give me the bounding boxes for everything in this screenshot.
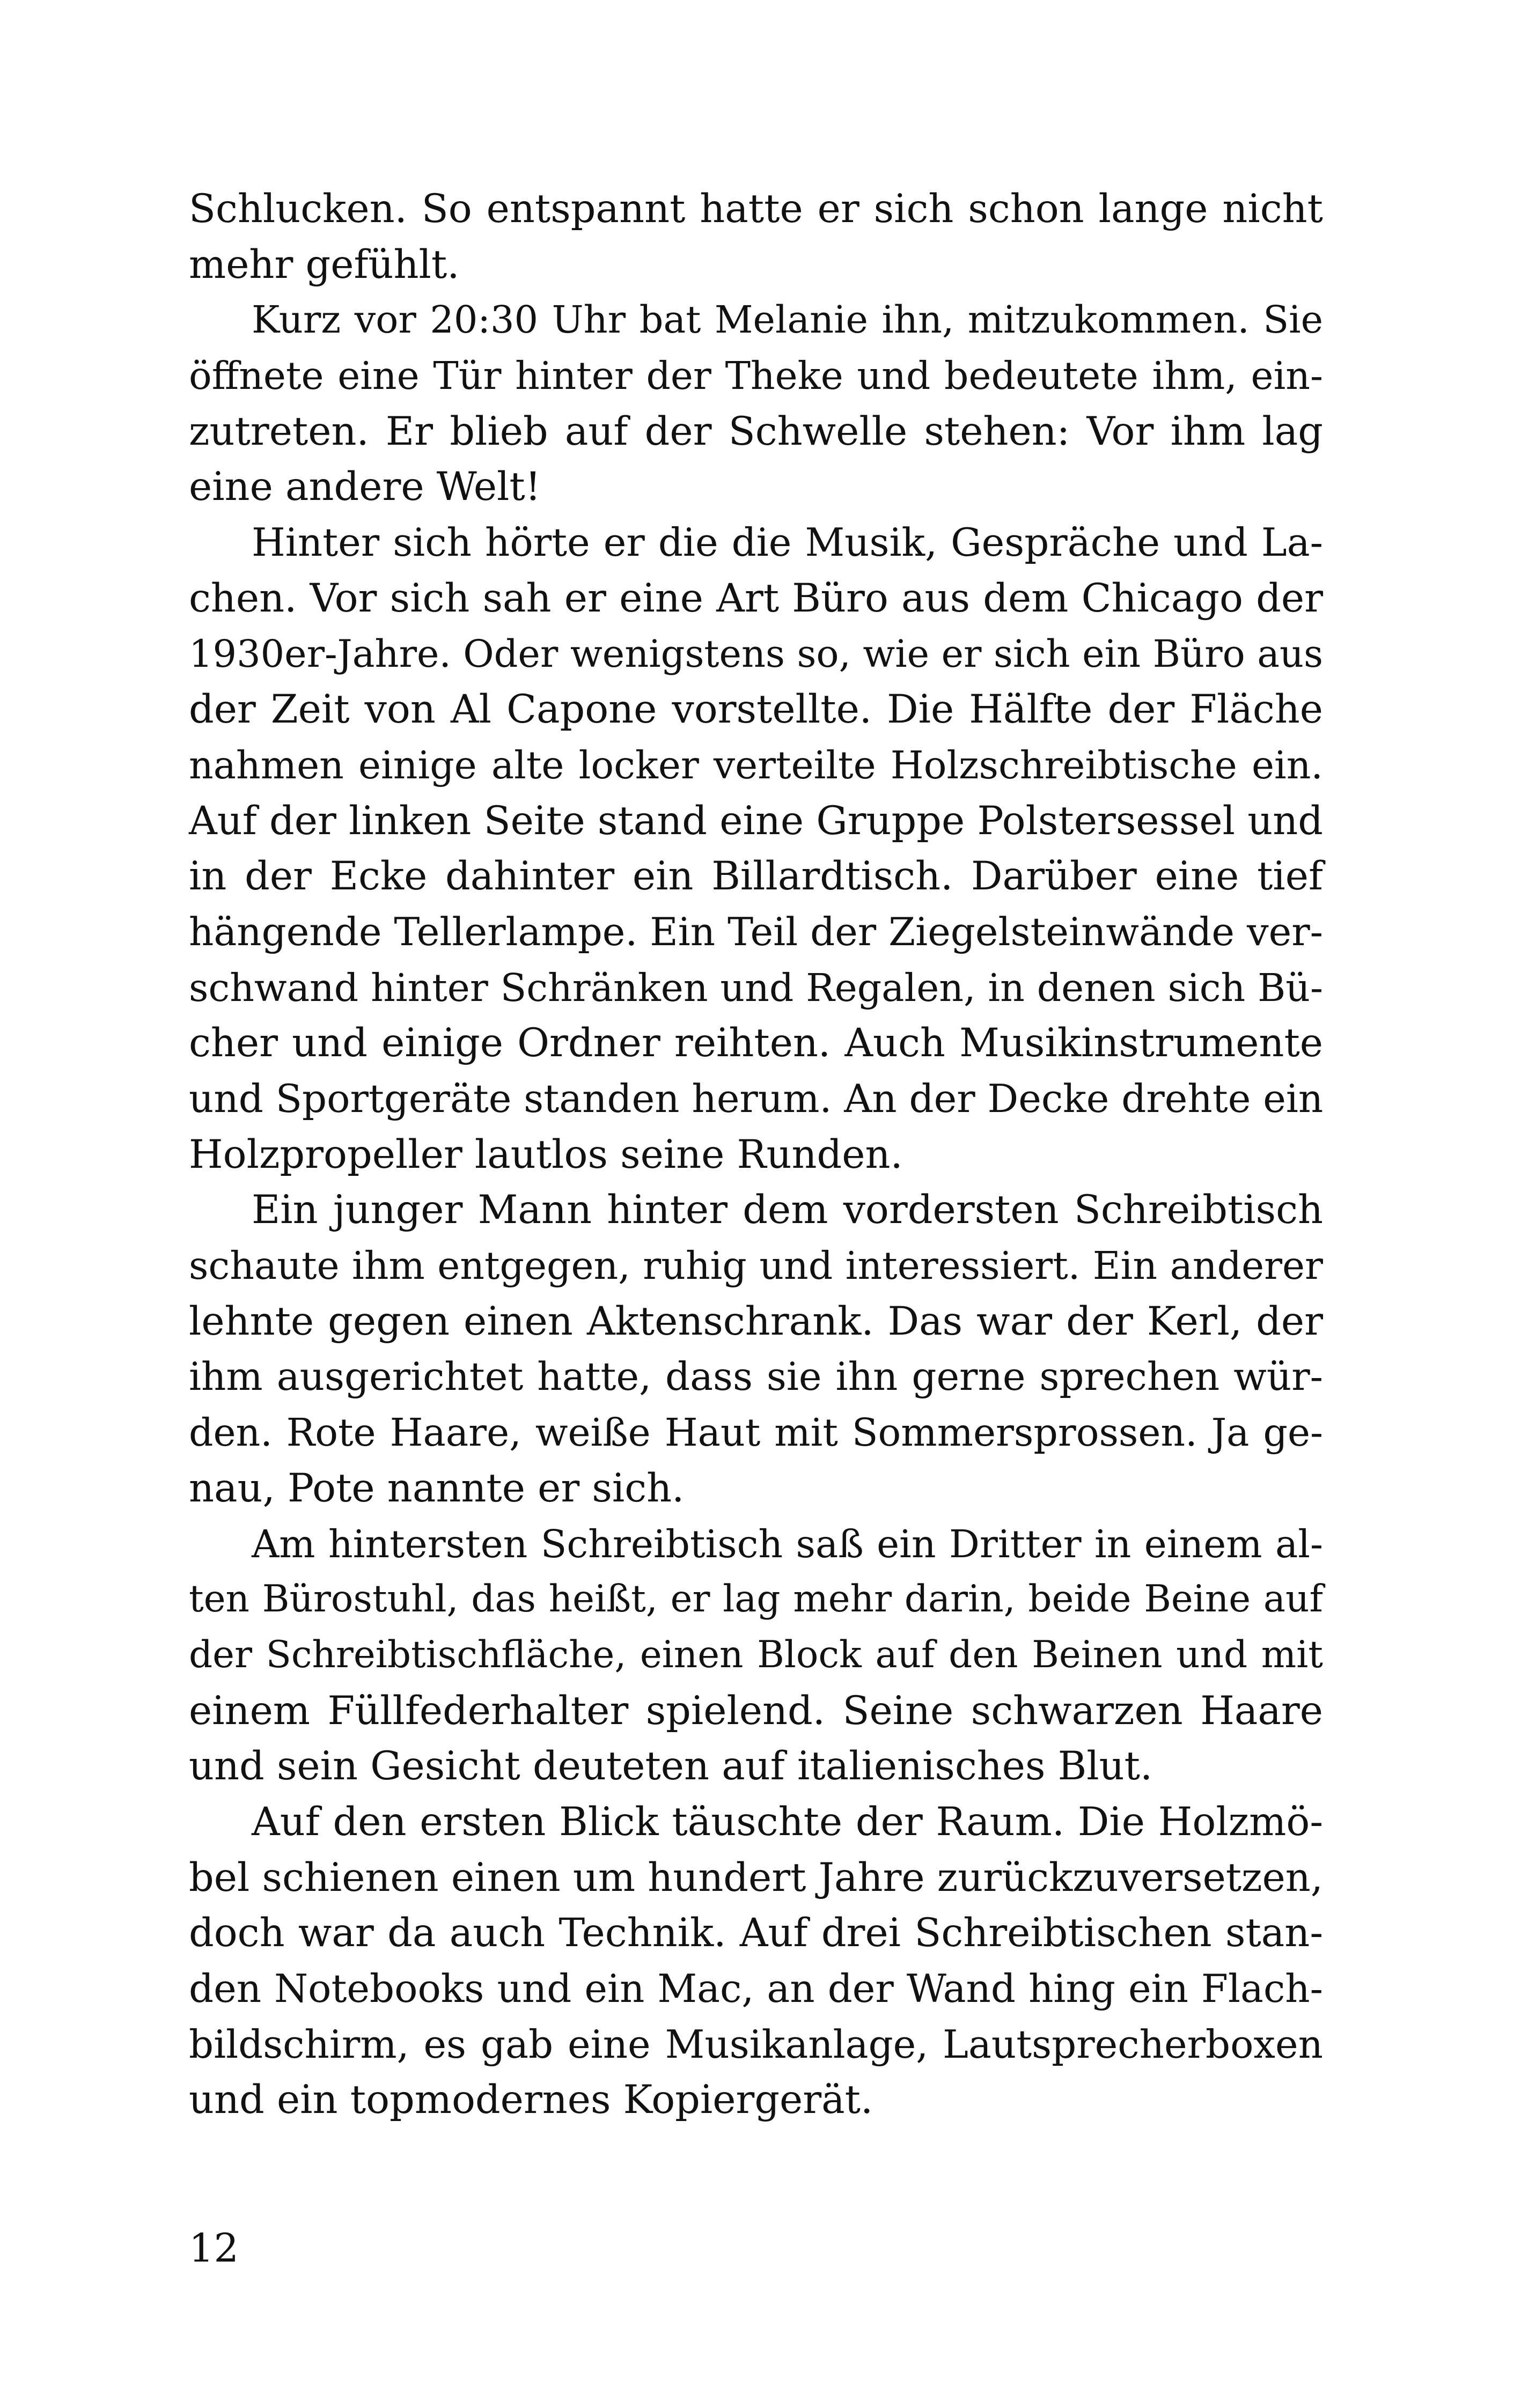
text-line: schwand hinter Schränken und Regalen, in denen sich Bü-	[189, 965, 1323, 1010]
text-line: Hinter sich hörte er die die Musik, Gespräche und La-	[252, 520, 1323, 565]
text-line: den. Rote Haare, weiße Haut mit Sommersprossen. Ja ge-	[189, 1410, 1323, 1455]
text-line: öffnete eine Tür hinter der Theke und bedeutete ihm, ein-	[189, 354, 1323, 399]
page-number: 12	[189, 2226, 239, 2271]
text-line: cher und einige Ordner reihten. Auch Musikinstrumente	[189, 1020, 1323, 1066]
text-line: in der Ecke dahinter ein Billardtisch. Darüber eine tief	[189, 853, 1323, 900]
text-line: nau, Pote nannte er sich.	[189, 1465, 685, 1511]
text-line: eine andere Welt!	[189, 464, 541, 510]
text-line: chen. Vor sich sah er eine Art Büro aus dem Chicago der	[189, 575, 1323, 621]
text-line: der Schreibtischfläche, einen Block auf den Beinen und mit	[189, 1633, 1323, 1676]
text-line: der Zeit von Al Capone vorstellte. Die Hälfte der Fläche	[189, 687, 1323, 733]
text-line: schaute ihm entgegen, ruhig und interessiert. Ein anderer	[189, 1243, 1323, 1288]
text-line: bel schienen einen um hundert Jahre zurückzuversetzen,	[189, 1854, 1323, 1901]
text-line: und ein topmodernes Kopiergerät.	[189, 2077, 873, 2123]
text-line: hängende Tellerlampe. Ein Teil der Ziegelsteinwände ver-	[189, 909, 1323, 954]
text-line: ihm ausgerichtet hatte, dass sie ihn gerne sprechen wür-	[189, 1354, 1323, 1400]
text-line: und Sportgeräte standen herum. An der Decke drehte ein	[189, 1076, 1324, 1121]
text-line: Auf der linken Seite stand eine Gruppe Polstersessel und	[189, 798, 1323, 844]
text-line: mehr gefühlt.	[189, 241, 460, 288]
text-line: zutreten. Er blieb auf der Schwelle stehen: Vor ihm lag	[189, 408, 1323, 454]
text-line: lehnte gegen einen Aktenschrank. Das war der Kerl, der	[189, 1298, 1323, 1344]
text-line: bildschirm, es gab eine Musikanlage, Lautsprecherboxen	[189, 2021, 1323, 2067]
text-line: Auf den ersten Blick täuschte der Raum. Die Holzmö-	[252, 1799, 1323, 1845]
body-text	[189, 181, 1323, 2128]
text-line: ten Bürostuhl, das heißt, er lag mehr darin, beide Beine auf	[189, 1578, 1323, 1621]
text-line: doch war da auch Technik. Auf drei Schreibtischen stan-	[189, 1910, 1323, 1956]
text-line: Ein junger Mann hinter dem vordersten Schreibtisch	[252, 1187, 1323, 1233]
text-line: einem Füllfederhalter spielend. Seine schwarzen Haare	[189, 1688, 1323, 1734]
text-line: Kurz vor 20:30 Uhr bat Melanie ihn, mitzukommen. Sie	[252, 298, 1323, 342]
text-line: Am hintersten Schreibtisch saß ein Dritter in einem al-	[252, 1521, 1323, 1566]
text-line: Holzpropeller lautlos seine Runden.	[189, 1131, 903, 1177]
text-line: den Notebooks und ein Mac, an der Wand hing ein Flach-	[189, 1966, 1323, 2011]
text-line: Schlucken. So entspannt hatte er sich schon lange nicht	[189, 186, 1323, 232]
text-line: 1930er-Jahre. Oder wenigstens so, wie er sich ein Büro aus	[189, 631, 1323, 676]
text-line: nahmen einige alte locker verteilte Holzschreibtische ein.	[189, 742, 1323, 787]
text-line: und sein Gesicht deuteten auf italienisches Blut.	[189, 1743, 1153, 1790]
